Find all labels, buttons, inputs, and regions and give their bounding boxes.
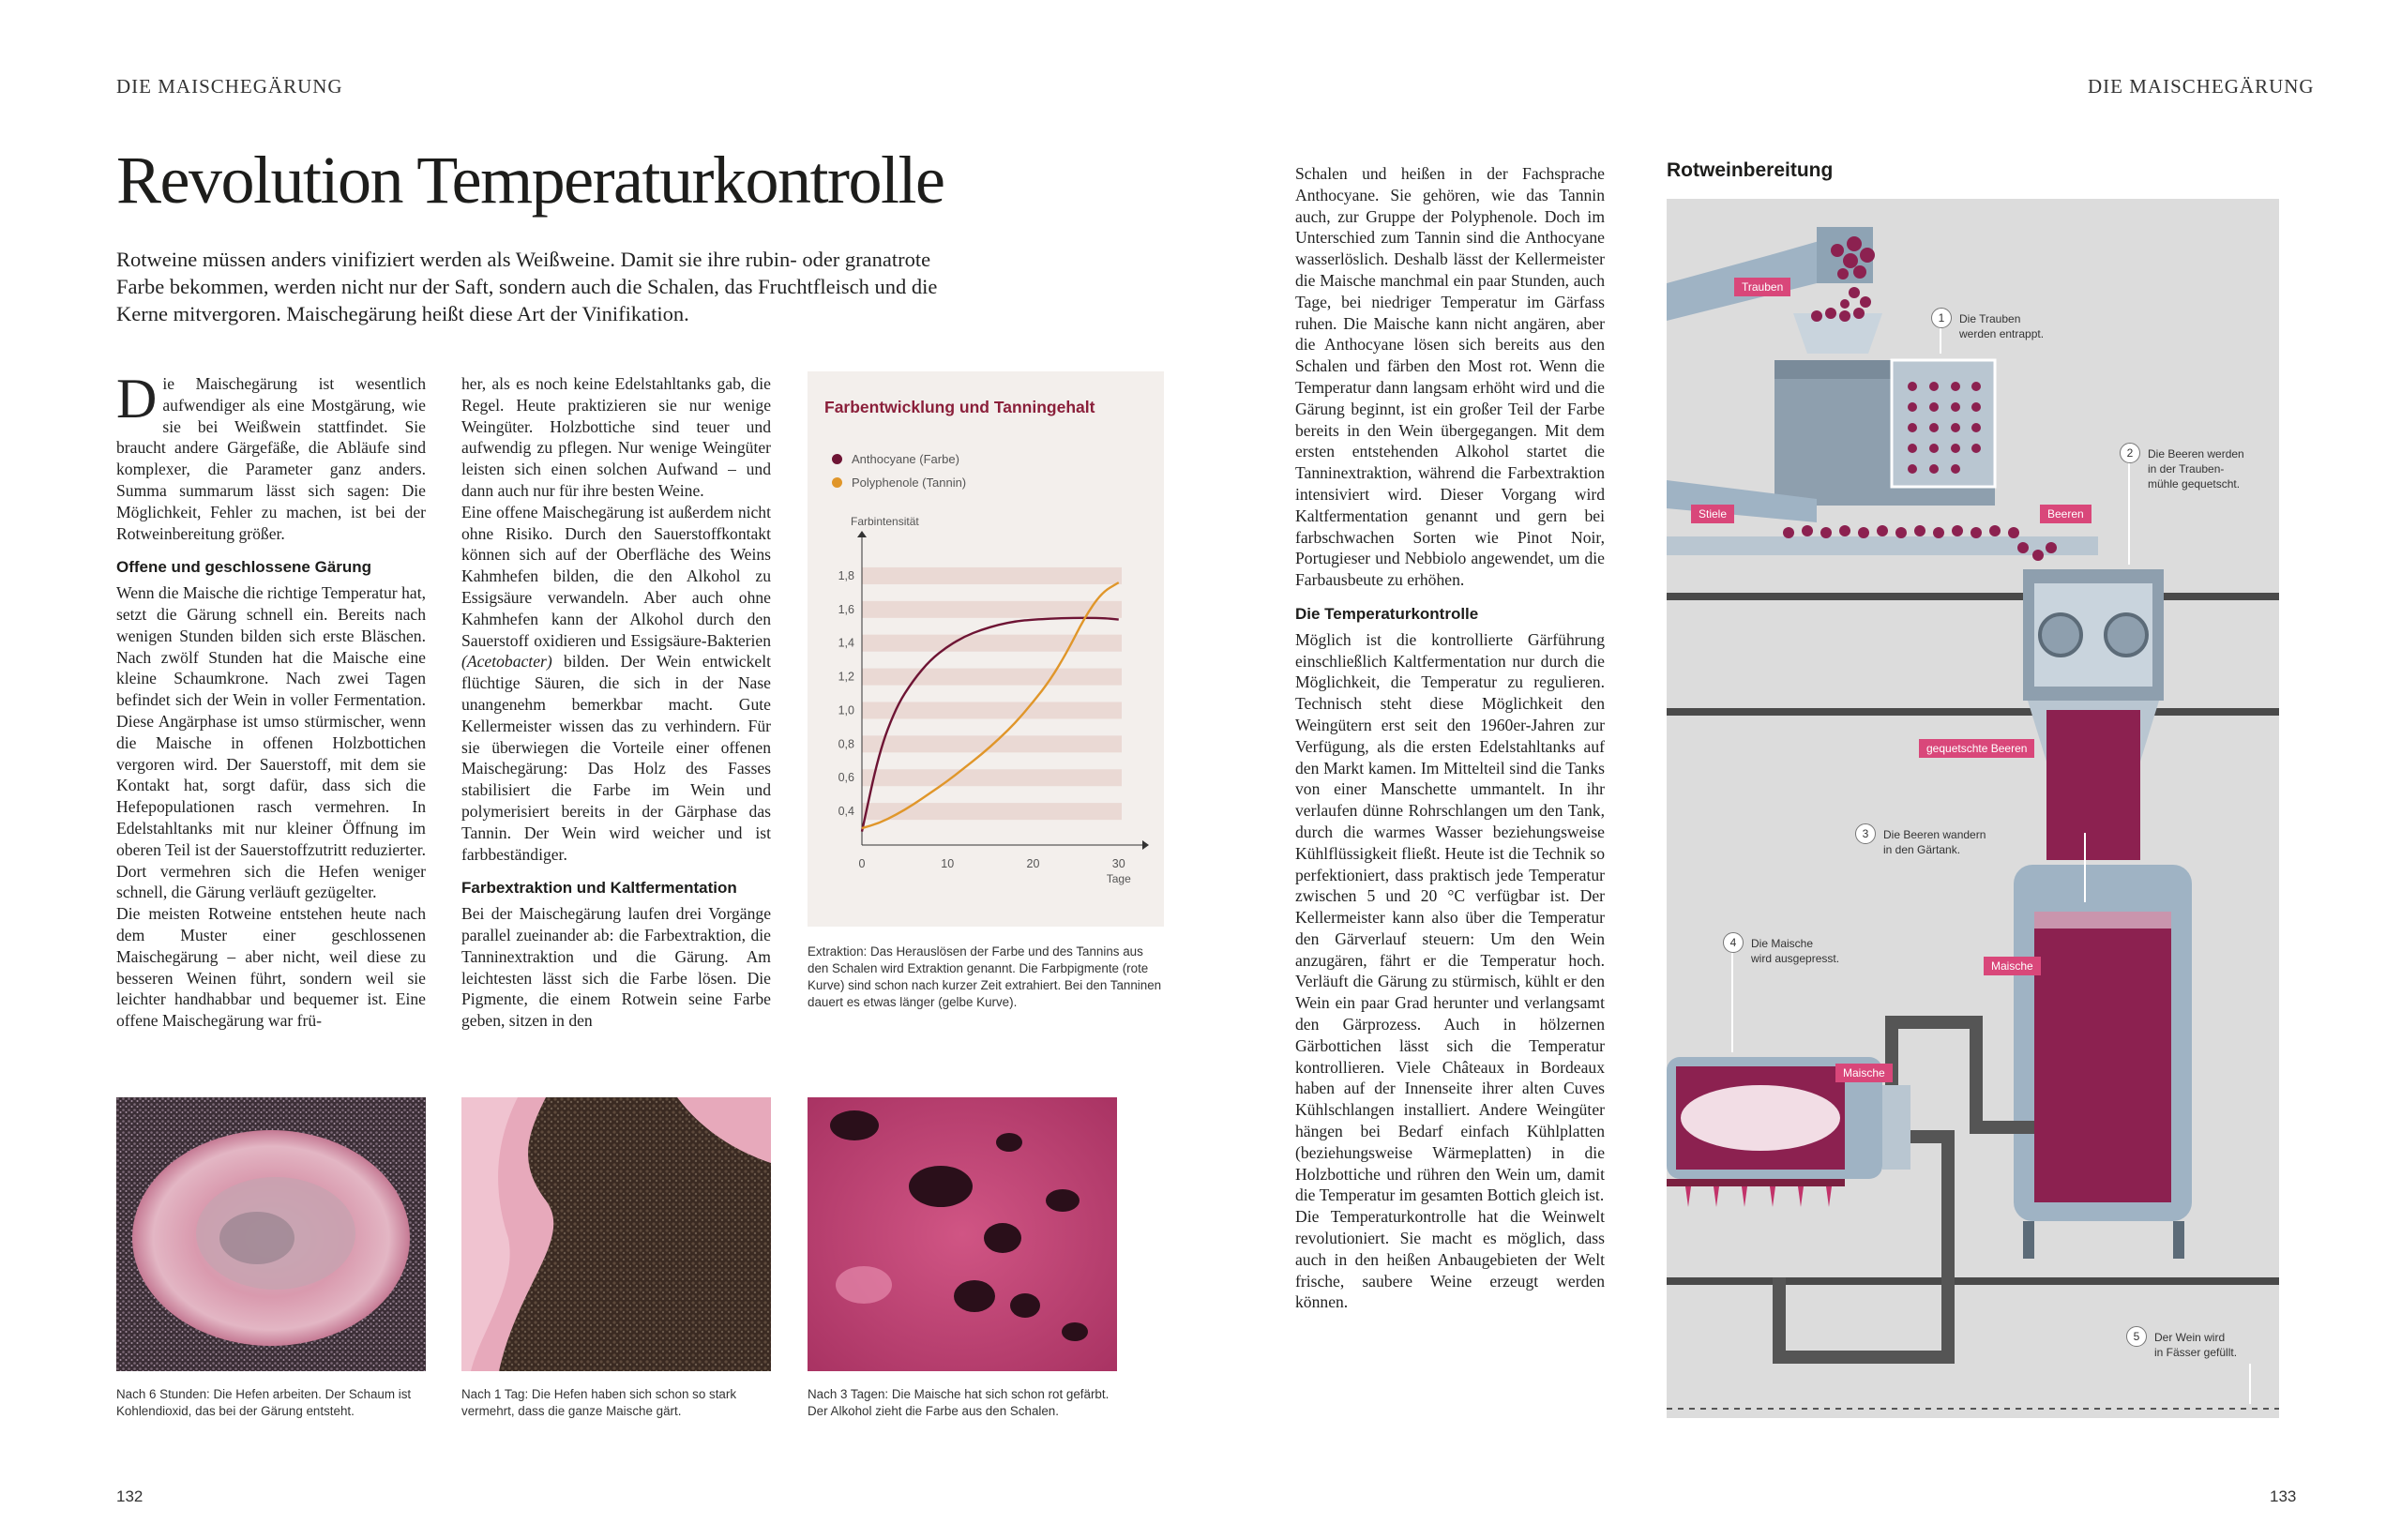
label-gequetschte-beeren: gequetschte Beeren xyxy=(1919,739,2034,758)
x-tick-label: 0 xyxy=(858,857,866,870)
running-head-left: DIE MAISCHEGÄRUNG xyxy=(116,75,343,98)
label-maische-tank: Maische xyxy=(1984,957,2041,975)
drop-cap: D xyxy=(116,368,158,430)
step-line: in Fässer gefüllt. xyxy=(2154,1346,2238,1359)
photo-1-day xyxy=(461,1097,771,1371)
y-tick-label: 1,0 xyxy=(838,703,854,717)
chart-box xyxy=(808,371,1164,927)
step-text-2 xyxy=(2148,446,2244,491)
step-number-5: 5 xyxy=(2126,1326,2147,1347)
page-number-left: 132 xyxy=(116,1487,143,1505)
line-chart xyxy=(808,371,1164,927)
photo-caption-2: Nach 1 Tag: Die Hefen haben sich schon so stark vermehrt, dass die ganze Maische gärt. xyxy=(461,1387,737,1418)
paragraph: Möglich ist die kontrollierte Gärführung einschließlich Kaltfermentation nur durch die Möglichkeit, die Temperatur zu regulieren. Technisch steht diese Möglichkeit den Weingütern erst seit den 1960er-Jahren zur Verfügung, als die ersten Edelstahltanks auf den Markt kamen. Im Mittelteil sind die Tanks von einer Manschette ummantelt. In ihr verlaufen dünne Rohrschlangen um den Tank, durch die warmes Wasser beziehungsweise Kühlflüssigkeit fließt. Heute ist die Technik so perfektioniert, dass praktisch jede Temperatur zwischen 5 und 20 °C verfügbar ist. Der Kellermeister kann also über die Temperatur den Gärverlauf steuern: Um den Wein anzugären, fährt er die Temperatur hoch. Verläuft die Gärung zu stürmisch, kühlt er den Wein ein paar Grad herunter und verlangsamt den Gärprozess. Auch in hölzernen Gärbottichen lässt sich die Temperatur kontrollieren. Viele Châteaux in Bordeaux haben auf der Innenseite ihrer alten Cuves Kühlschlangen installiert. Andere Weingüter hängen bei Bedarf einfach Kühlplatten (beziehungsweise Wärmeplatten) in die Holzbottiche und rühren den Wein um, damit die Temperatur im gesamten Bottich gleich ist. xyxy=(1295,629,1605,1205)
y-tick-label: 1,2 xyxy=(838,670,854,684)
chart-caption: Extraktion: Das Herauslösen der Farbe und des Tannins aus den Schalen wird Extraktion genannt. Die Farbpigmente (rote Kurve) sind schon nach kurzer Zeit extrahiert. Bei den Tanninen dauert es etwas länger (gelbe Kurve). xyxy=(808,944,1162,1009)
text-column-3 xyxy=(1295,163,1605,1313)
x-tick-label: 20 xyxy=(1026,857,1040,870)
step-line: Die Beeren wandern xyxy=(1883,828,1986,841)
step-line: in der Trauben- xyxy=(2148,462,2225,476)
paragraph: Wenn die Maische die richtige Temperatur hat, setzt die Gärung schnell ein. Bereits nach wenigen Stunden bilden sich erste Bläschen. Nach zwölf Stunden hat die Maische eine kleine Schaumkrone. Nach zwei Tagen befindet sich der Wein in voller Fermentation. Diese Angärphase ist umso stürmischer, wenn die Maische in offenen Holzbottichen vergoren wird. Der Sauerstoff, mit dem sie Kontakt hat, sorgt dafür, dass sich die Hefepopulationen rasch vermehren. In Edelstahltanks mit nur kleiner Öffnung im oberen Teil ist der Sauerstoffzutritt reduzierter. Dort vermehren sich die Hefen weniger schnell, die Gärung verläuft gezügelter. xyxy=(116,583,426,902)
step-number-3: 3 xyxy=(1855,823,1876,844)
legend-label: Polyphenole (Tannin) xyxy=(852,476,967,490)
step-text-4 xyxy=(1751,936,1839,966)
step-line: in den Gärtank. xyxy=(1883,843,1961,856)
y-tick-label: 1,4 xyxy=(838,636,854,650)
y-tick-label: 1,8 xyxy=(838,568,854,582)
step-line: wird ausgepresst. xyxy=(1751,952,1840,965)
paragraph: Die Temperaturkontrolle hat die Weinwelt revolutioniert. Sie macht es möglich, dass auch in den heißen Anbaugebieten der Welt frische, saubere Weine erzeugt werden können. xyxy=(1295,1207,1605,1312)
x-axis-arrow xyxy=(1142,840,1149,850)
step-number-2: 2 xyxy=(2120,443,2140,463)
paragraph: Die meisten Rotweine entstehen heute nach dem Muster einer geschlossenen Maischegärung – aber nicht, weil diese zu besseren Weinen führt, sondern weil sie leichter handhabbar und bequemer ist. Eine offene Maischegärung war frü- xyxy=(116,904,426,1031)
paragraph: Bei der Maischegärung laufen drei Vorgänge parallel zueinander ab: die Farbextraktion, die Tanninextraktion und die Gärung. Am leichtesten lässt sich die Farbe lösen. Die Pigmente, die einem Rotwein seine Farbe geben, sitzen in den xyxy=(461,904,771,1031)
label-maische-press: Maische xyxy=(1835,1064,1893,1082)
paragraph: Eine offene Maischegärung ist außerdem nicht ohne Risiko. Durch den Sauerstoffkontakt können sich auf der Oberfläche des Weins Kahmhefen bilden, die den Alkohol zu Essigsäure verwandeln. Aber auch ohne Kahmhefen kann der Alkohol durch den Sauerstoff oxidieren und Essigsäure-Bakterien xyxy=(461,502,771,650)
chart-title: Farbentwicklung und Tanningehalt xyxy=(824,398,1095,416)
grid-band xyxy=(862,769,1122,786)
step-number-1: 1 xyxy=(1931,308,1952,328)
diagram-title: Rotweinbereitung xyxy=(1667,159,1834,181)
x-tick-label: 30 xyxy=(1111,857,1125,870)
x-tick-label: 10 xyxy=(941,857,955,870)
italic-term: (Acetobacter) xyxy=(461,652,552,672)
x-axis-label: Tage xyxy=(1106,872,1131,885)
photo-6-hours xyxy=(116,1097,426,1371)
diagram-illustration xyxy=(1667,199,2279,1418)
text-column-2 xyxy=(461,373,771,1032)
paragraph: Schalen und heißen in der Fachsprache Anthocyane. Sie gehören, wie das Tannin auch, zur Gruppe der Polyphenole. Doch im Unterschied zum Tannin sind die Anthocyane wasserlöslich. Deshalb lässt der Kellermeister die Maische manchmal ein paar Stunden, auch Tage, bei niedriger Temperatur im Gärfass ruhen. Die Maische kann nicht angären, aber die Anthocyane lösen sich bereits aus den Schalen und färben den Most rot. Wenn die Temperatur dann langsam erhöht wird und die Gärung beginnt, ist ein großer Teil der Farbe bereits in den Wein übergegangen. Mit dem ersten entstehenden Alkohol startet die Tanninextraktion, während die Farbextraktion intensiviert wird. Dieser Vorgang wird Kaltfermentation genannt und gern bei farbschwachen Sorten wie Pinot Noir, Portugieser und Nebbiolo angewendet, um die Farbausbeute zu erhöhen. xyxy=(1295,164,1605,590)
step-line: mühle gequetscht. xyxy=(2148,477,2241,491)
lead-paragraph: Rotweine müssen anders vinifiziert werden als Weißweine. Damit sie ihre rubin- oder granatrote Farbe bekommen, werden nicht nur der Saft, sondern auch die Schalen, das Fruchtfleisch und die Kerne mitvergoren. Maischegärung heißt diese Art der Vinifikation. xyxy=(116,248,938,325)
photo-3-days xyxy=(808,1097,1117,1371)
label-stiele: Stiele xyxy=(1691,505,1734,523)
label-trauben: Trauben xyxy=(1734,278,1790,296)
text-column-1 xyxy=(116,368,426,1032)
grid-band xyxy=(862,635,1122,652)
legend-label: Anthocyane (Farbe) xyxy=(852,452,959,466)
winemaking-diagram xyxy=(1667,199,2279,1418)
grid-band xyxy=(862,601,1122,618)
photo-caption-1: Nach 6 Stunden: Die Hefen arbeiten. Der Schaum ist Kohlendioxid, das bei der Gärung entsteht. xyxy=(116,1387,412,1418)
y-tick-label: 0,8 xyxy=(838,737,854,751)
subheading: Offene und geschlossene Gärung xyxy=(116,558,372,577)
step-number-4: 4 xyxy=(1723,932,1744,953)
step-text-5 xyxy=(2154,1330,2237,1360)
y-axis-arrow xyxy=(857,531,867,537)
page-number-right: 133 xyxy=(2270,1487,2297,1505)
grid-band xyxy=(862,567,1122,584)
step-text-3 xyxy=(1883,827,1986,857)
grid-band xyxy=(862,669,1122,686)
y-tick-label: 0,6 xyxy=(838,771,854,785)
page-title: Revolution Temperaturkontrolle xyxy=(116,143,944,218)
subheading: Farbextraktion und Kaltfermentation xyxy=(461,879,737,898)
step-line: Die Trauben xyxy=(1959,312,2021,325)
running-head-right: DIE MAISCHEGÄRUNG xyxy=(2088,75,2315,98)
step-line: Die Beeren werden xyxy=(2148,447,2244,460)
label-beeren: Beeren xyxy=(2040,505,2091,523)
y-tick-label: 0,4 xyxy=(838,805,854,819)
paragraph: her, als es noch keine Edelstahltanks gab, die Regel. Heute praktizieren sie nur wenige Weingüter. Holzbottiche sind teuer und aufwendig zu pflegen. Nur wenige Weingüter leisten sich einen solchen Aufwand – und dann auch nur für ihre besten Weine. xyxy=(461,374,771,500)
subheading: Die Temperaturkontrolle xyxy=(1295,604,1479,623)
paragraph: bilden. Der Wein entwickelt flüchtige Säuren, die sich in der Nase unangenehm bemerkbar macht. Gute Kellermeister wissen das zu verhindern. Für sie überwiegen die Vorteile einer offenen Maischegärung: Das Holz des Fasses stabilisiert die Farbe im Wein und polymerisiert bereits in der Gärphase das Tannin. Der Wein wird weicher und ist farbbeständiger. xyxy=(461,652,771,864)
paragraph: ie Maischegärung ist wesentlich aufwendiger als eine Mostgärung, wie sie bei Weißwein stattfindet. Sie braucht andere Gärgefäße, die Abläufe sind komplexer, die Parameter ganz anders. Summa summarum lässt sich sagen: Die Möglichkeit, Fehler zu machen, ist bei der Rotweinbereitung größer. xyxy=(116,374,426,543)
step-line: Die Maische xyxy=(1751,937,1814,950)
grid-band xyxy=(862,702,1122,718)
step-line: Der Wein wird xyxy=(2154,1331,2226,1344)
step-text-1 xyxy=(1959,311,2044,341)
y-tick-label: 1,6 xyxy=(838,602,854,616)
y-axis-label: Farbintensität xyxy=(851,515,919,528)
step-line: werden entrappt. xyxy=(1959,327,2045,340)
photo-caption-3: Nach 3 Tagen: Die Maische hat sich schon rot gefärbt. Der Alkohol zieht die Farbe aus den Schalen. xyxy=(808,1387,1110,1418)
